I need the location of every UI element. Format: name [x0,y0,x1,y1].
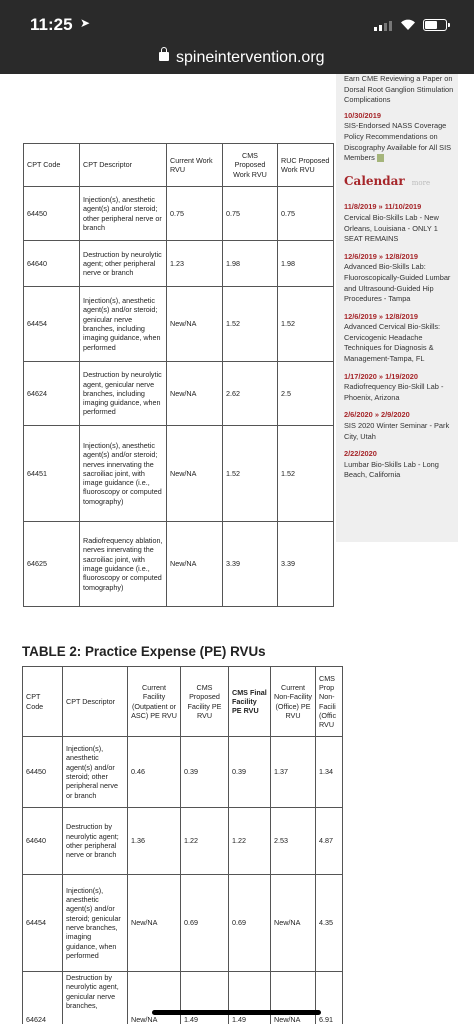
table-row [24,522,334,607]
value-cell: New/NA [271,972,316,1024]
cpt-code-cell: 64624 [24,362,80,426]
news-item[interactable] [344,121,454,163]
calendar-event[interactable] [344,410,454,442]
event-date[interactable]: 11/8/2019 » 11/10/2019 [344,202,422,212]
table-row [24,241,334,287]
calendar-event[interactable] [344,372,454,404]
column-header: RUC Proposed Work RVU [278,144,334,187]
column-header: CPT Descriptor [80,144,167,187]
value-cell: New/NA [271,875,316,972]
cpt-code-cell: 64450 [24,187,80,241]
value-cell: 1.37 [271,737,316,808]
column-header: CPT Code [24,144,80,187]
clock: 11:25 [30,15,73,34]
event-date[interactable]: 12/6/2019 » 12/8/2019 [344,311,418,321]
cpt-code-cell: 64451 [24,426,80,522]
cpt-descriptor-cell: Destruction by neurolytic agent, genicular nerve branches, including imaging guidance, when performed [80,362,167,426]
table-row [23,875,343,972]
value-cell: 1.98 [223,241,278,287]
value-cell: New/NA [167,426,223,522]
event-title[interactable]: Cervical Bio-Skills Lab - New Orleans, Louisiana - ONLY 1 SEAT REMAINS [344,212,439,244]
event-date[interactable]: 2/6/2020 » 2/9/2020 [344,410,410,420]
cpt-code-cell: 64624 [23,972,63,1024]
cpt-code-cell: 64454 [24,287,80,362]
value-cell: 1.49 [229,972,271,1024]
value-cell: 1.34 [316,737,343,808]
event-title[interactable]: Advanced Bio-Skills Lab: Fluoroscopically-Guided Lumbar and Ultrasound-Guided Hip Procedures - Tampa [344,262,451,304]
event-date[interactable]: 1/17/2020 » 1/19/2020 [344,371,418,381]
home-indicator[interactable] [152,1010,321,1015]
battery-icon [423,19,447,31]
cpt-descriptor-cell: Injection(s), anesthetic agent(s) and/or steroid; other peripheral nerve or branch [80,187,167,241]
calendar-event[interactable] [344,449,454,481]
event-title[interactable]: Lumbar Bio-Skills Lab - Long Beach, California [344,459,439,480]
value-cell: 0.46 [128,737,181,808]
cpt-descriptor-cell: Injection(s), anesthetic agent(s) and/or steroid; genicular nerve branches, including imaging guidance, when performed [80,287,167,362]
column-header: Current Work RVU [167,144,223,187]
column-header: CMS Prop Non-Facili (Offic RVU [316,667,343,737]
practice-expense-table [22,666,343,1024]
cpt-code-cell: 64640 [24,241,80,287]
value-cell: 1.23 [167,241,223,287]
calendar-more-link[interactable]: more [411,178,431,187]
value-cell: 1.98 [278,241,334,287]
cpt-descriptor-cell: Injection(s), anesthetic agent(s) and/or steroid; genicular nerve branches, imaging guidance, when performed [63,875,128,972]
value-cell: 1.52 [223,287,278,362]
calendar-event[interactable] [344,312,454,365]
value-cell: 1.52 [278,287,334,362]
value-cell: 1.52 [223,426,278,522]
table-header-row [23,667,343,737]
value-cell: New/NA [128,875,181,972]
value-cell: 0.75 [167,187,223,241]
table-row [24,287,334,362]
value-cell: 3.39 [223,522,278,607]
cpt-descriptor-cell: Injection(s), anesthetic agent(s) and/or steroid; other peripheral nerve or branch [63,737,128,808]
value-cell: 4.87 [316,808,343,875]
value-cell: 0.75 [223,187,278,241]
column-header: Current Non-Facility (Office) PE RVU [271,667,316,737]
cpt-descriptor-cell: Radiofrequency ablation, nerves innervating the sacroiliac joint, with image guidance (i.e., fluoroscopy or computed tomography) [80,522,167,607]
value-cell: 3.39 [278,522,334,607]
value-cell: 6.91 [316,972,343,1024]
value-cell: 2.53 [271,808,316,875]
value-cell: New/NA [167,287,223,362]
url-text[interactable]: spineintervention.org [176,49,325,66]
address-bar[interactable] [0,42,474,74]
sidebar [336,74,458,542]
value-cell: 0.69 [181,875,229,972]
value-cell: 0.39 [181,737,229,808]
table-row [23,737,343,808]
value-cell: 1.36 [128,808,181,875]
table-title: TABLE 2: Practice Expense (PE) RVUs [22,644,266,659]
value-cell: 0.75 [278,187,334,241]
work-rvu-table [23,143,334,607]
value-cell: 1.22 [229,808,271,875]
document-icon [377,154,384,162]
calendar-event[interactable] [344,252,454,305]
cpt-descriptor-cell: Injection(s), anesthetic agent(s) and/or steroid; nerves innervating the sacroiliac joint, with image guidance (i.e., fluoroscopy or computed tomography) [80,426,167,522]
cpt-code-cell: 64625 [24,522,80,607]
column-header: CMS Final Facility PE RVU [229,667,271,737]
cpt-code-cell: 64450 [23,737,63,808]
value-cell: 0.39 [229,737,271,808]
value-cell: 4.35 [316,875,343,972]
event-title[interactable]: Radiofrequency Bio-Skill Lab - Phoenix, Arizona [344,382,444,402]
value-cell: 0.69 [229,875,271,972]
value-cell: New/NA [167,362,223,426]
event-date[interactable]: 12/6/2019 » 12/8/2019 [344,251,418,261]
location-arrow-icon: ➤ [80,16,91,30]
cpt-descriptor-cell: Destruction by neurolytic agent; other peripheral nerve or branch [63,808,128,875]
value-cell: 2.5 [278,362,334,426]
cpt-descriptor-cell: Destruction by neurolytic agent; other peripheral nerve or branch [80,241,167,287]
value-cell: New/NA [167,522,223,607]
column-header: CPT Code [23,667,63,737]
calendar-event[interactable] [344,202,454,244]
event-date[interactable]: 2/22/2020 [344,449,377,459]
lock-icon [159,52,169,61]
cpt-code-cell: 64454 [23,875,63,972]
cpt-descriptor-cell: Destruction by neurolytic agent, genicular nerve branches, [63,972,128,1024]
event-title[interactable]: SIS 2020 Winter Seminar - Park City, Utah [344,421,450,441]
column-header: CMS Proposed Work RVU [223,144,278,187]
table-row [24,362,334,426]
table-header-row [24,144,334,187]
value-cell: 1.49 [181,972,229,1024]
table-row [23,808,343,875]
calendar-header [344,173,454,189]
table-row [23,972,343,1024]
value-cell: 2.62 [223,362,278,426]
status-bar [0,0,474,42]
news-item-link[interactable]: Earn CME Reviewing a Paper on Dorsal Root Ganglion Stimulation Complications [344,74,454,105]
news-item-link[interactable]: SIS-Endorsed NASS Coverage Policy Recommendations on Discography Available for All SIS Members [344,121,452,163]
signal-icon [374,21,392,31]
value-cell: 1.52 [278,426,334,522]
value-cell: 1.22 [181,808,229,875]
column-header: CMS Proposed Facility PE RVU [181,667,229,737]
news-date: 10/30/2019 [344,110,381,120]
calendar-title: Calendar [344,173,405,188]
wifi-icon [400,18,416,31]
cpt-code-cell: 64640 [23,808,63,875]
table-row [24,426,334,522]
value-cell: New/NA [128,972,181,1024]
column-header: Current Facility (Outpatient or ASC) PE RVU [128,667,181,737]
event-title[interactable]: Advanced Cervical Bio-Skills: Cervicogenic Headache Techniques for Diagnosis & Management-Tampa, FL [344,322,441,364]
column-header: CPT Descriptor [63,667,128,737]
table-row [24,187,334,241]
